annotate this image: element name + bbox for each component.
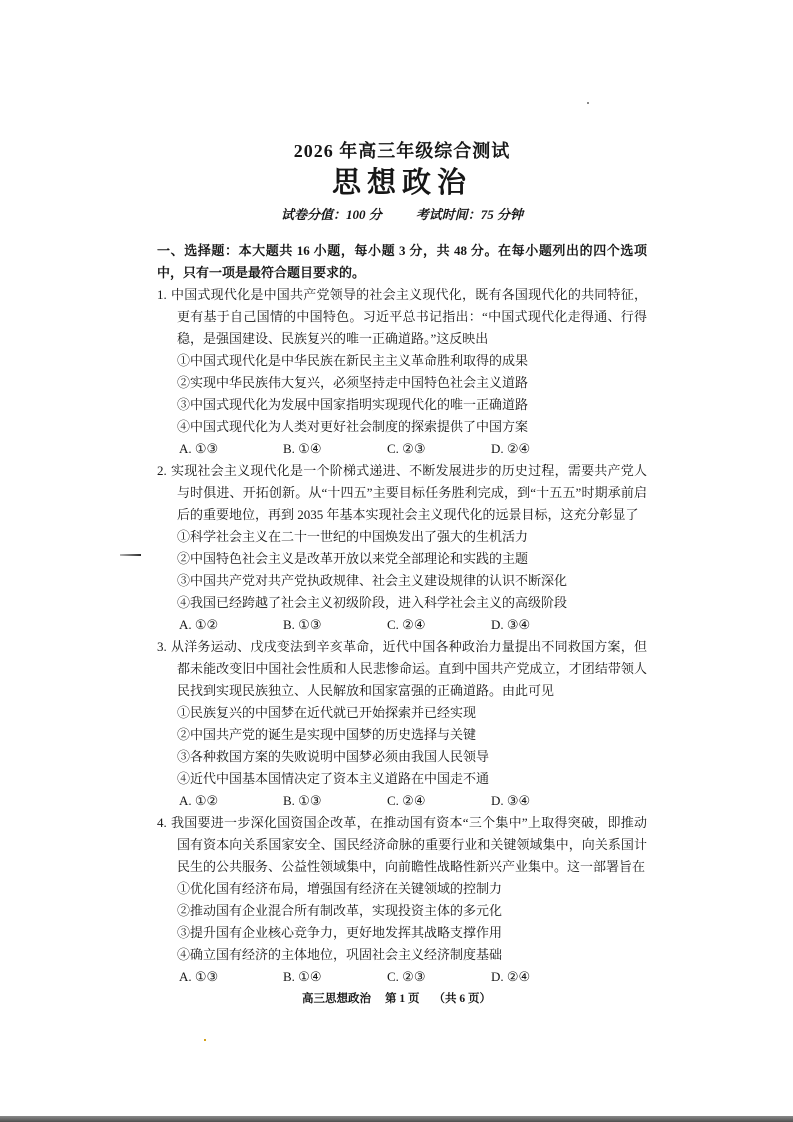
option-c: C. ②③ — [387, 441, 426, 456]
question-4 — [157, 812, 647, 988]
page-content — [157, 138, 647, 988]
answer-options-row — [179, 790, 647, 812]
option-d: D. ②④ — [491, 969, 531, 984]
exam-score-label: 试卷分值：100 分 — [280, 207, 382, 222]
option-c: C. ②④ — [387, 793, 426, 808]
statement-item: ①民族复兴的中国梦在近代就已开始探索并已经实现 — [177, 705, 477, 720]
scan-speck-yellow-artifact — [204, 1039, 206, 1041]
page-footer — [0, 991, 793, 1007]
scan-speck-artifact — [587, 102, 589, 104]
option-c: C. ②③ — [387, 969, 426, 984]
statement-item: ④近代中国基本国情决定了资本主义道路在中国走不通 — [177, 771, 490, 786]
exam-meta-row — [157, 205, 647, 225]
question-stem-text: 实现社会主义现代化是一个阶梯式递进、不断发展进步的历史过程，需要共产党人与时俱进、开拓创新。从“十四五”主要目标任务胜利完成，到“十五五”时期承前启后的重要地位，再到 2035 年基本实现社会主义现代化的远景目标，这充分彰显了 — [170, 463, 647, 522]
statement-item: ②中国共产党的诞生是实现中国梦的历史选择与关键 — [177, 727, 477, 742]
statement-item: ③各种救国方案的失败说明中国梦必须由我国人民领导 — [177, 749, 490, 764]
option-a: A. ①③ — [179, 969, 219, 984]
question-stem — [157, 636, 647, 702]
footer-doc-label: 高三思想政治 — [302, 993, 371, 1005]
statement-item: ①中国式现代化是中华民族在新民主主义革命胜利取得的成果 — [177, 353, 529, 368]
question-number: 3. — [157, 639, 167, 654]
answer-options-row — [179, 438, 647, 460]
statement-list — [177, 878, 647, 966]
footer-page-number: 第 1 页 — [385, 993, 420, 1005]
statement-item: ②推动国有企业混合所有制改革，实现投资主体的多元化 — [177, 903, 503, 918]
statement-item: ①科学社会主义在二十一世纪的中国焕发出了强大的生机活力 — [177, 529, 529, 544]
question-2 — [157, 460, 647, 636]
statement-item: ②实现中华民族伟大复兴，必须坚持走中国特色社会主义道路 — [177, 375, 529, 390]
statement-item: ②中国特色社会主义是改革开放以来党全部理论和实践的主题 — [177, 551, 529, 566]
option-a: A. ①② — [179, 617, 219, 632]
option-a: A. ①③ — [179, 441, 219, 456]
question-stem — [157, 284, 647, 350]
statement-list — [177, 702, 647, 790]
statement-item: ①优化国有经济布局，增强国有经济在关键领域的控制力 — [177, 881, 503, 896]
scan-bottom-edge-shadow — [0, 1116, 793, 1122]
question-stem-text: 中国式现代化是中国共产党领导的社会主义现代化，既有各国现代化的共同特征，更有基于自己国情的中国特色。习近平总书记指出：“中国式现代化走得通、行得稳，是强国建设、民族复兴的唯一正确道路。”这反映出 — [170, 287, 647, 346]
question-number: 1. — [157, 287, 167, 302]
question-stem-text: 从洋务运动、戊戌变法到辛亥革命，近代中国各种政治力量提出不同救国方案，但都未能改变旧中国社会性质和人民悲惨命运。直到中国共产党成立，才团结带领人民找到实现民族独立、人民解放和国家富强的正确道路。由此可见 — [170, 639, 647, 698]
exam-body — [157, 240, 647, 988]
statement-list — [177, 350, 647, 438]
question-number: 4. — [157, 815, 167, 830]
section-instruction: 一、选择题：本大题共 16 小题，每小题 3 分，共 48 分。在每小题列出的四个选项中，只有一项是最符合题目要求的。 — [157, 243, 647, 280]
statement-item: ③中国式现代化为发展中国家指明实现现代化的唯一正确道路 — [177, 397, 529, 412]
answer-options-row — [179, 966, 647, 988]
question-stem-text: 我国要进一步深化国资国企改革，在推动国有资本“三个集中”上取得突破，即推动国有资本向关系国家安全、国民经济命脉的重要行业和关键领域集中，向关系国计民生的公共服务、公益性领域集中，向前瞻性战略性新兴产业集中。这一部署旨在 — [170, 815, 647, 874]
question-stem — [157, 460, 647, 526]
statement-list — [177, 526, 647, 614]
option-d: D. ③④ — [491, 793, 531, 808]
statement-item: ③提升国有企业核心竞争力，更好地发挥其战略支撑作用 — [177, 925, 503, 940]
question-stem — [157, 812, 647, 878]
option-d: D. ③④ — [491, 617, 531, 632]
scan-dash-artifact — [120, 554, 141, 556]
option-c: C. ②④ — [387, 617, 426, 632]
question-number: 2. — [157, 463, 167, 478]
option-b: B. ①③ — [283, 793, 322, 808]
exam-time-label: 考试时间：75 分钟 — [415, 207, 524, 222]
exam-title: 2026 年高三年级综合测试 — [293, 141, 511, 161]
option-b: B. ①③ — [283, 617, 322, 632]
option-a: A. ①② — [179, 793, 219, 808]
statement-item: ④确立国有经济的主体地位，巩固社会主义经济制度基础 — [177, 947, 503, 962]
question-3 — [157, 636, 647, 812]
statement-item: ④我国已经跨越了社会主义初级阶段，进入科学社会主义的高级阶段 — [177, 595, 568, 610]
footer-total-pages: （共 6 页） — [433, 993, 491, 1005]
statement-item: ③中国共产党对共产党执政规律、社会主义建设规律的认识不断深化 — [177, 573, 568, 588]
statement-item: ④中国式现代化为人类对更好社会制度的探索提供了中国方案 — [177, 419, 529, 434]
option-b: B. ①④ — [283, 969, 322, 984]
answer-options-row — [179, 614, 647, 636]
subject-title: 思想政治 — [331, 167, 472, 199]
question-1 — [157, 284, 647, 460]
option-b: B. ①④ — [283, 441, 322, 456]
option-d: D. ②④ — [491, 441, 531, 456]
